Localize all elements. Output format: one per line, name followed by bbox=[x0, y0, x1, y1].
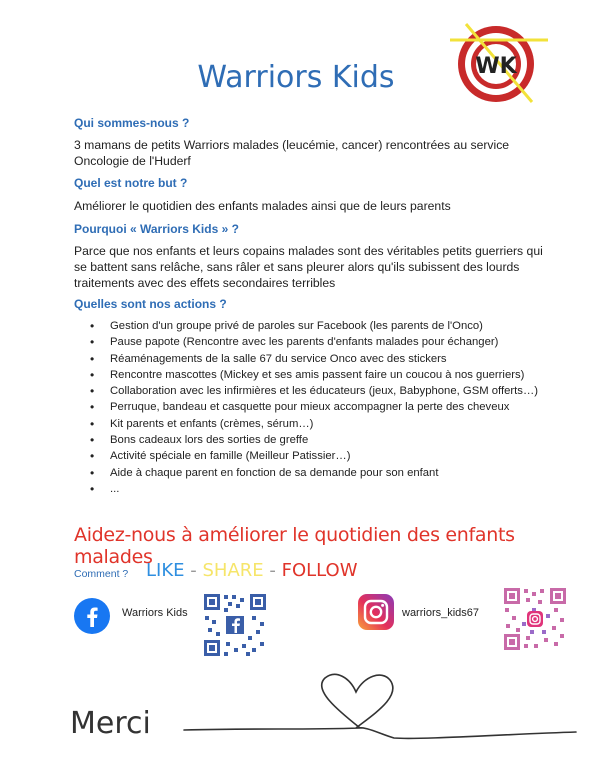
facebook-page-name: Warriors Kids bbox=[122, 607, 188, 619]
share-text: SHARE bbox=[202, 560, 264, 581]
list-item: • Réaménagements de la salle 67 du service Onco avec des stickers bbox=[74, 351, 544, 367]
section-heading-actions: Quelles sont nos actions ? bbox=[74, 297, 227, 311]
list-item: • Gestion d'un groupe privé de paroles sur Facebook (les parents de l'Onco) bbox=[74, 318, 544, 334]
comment-label: Comment ? bbox=[74, 568, 129, 580]
cta-headline: Aidez-nous à améliorer le quotidien des enfants malades bbox=[74, 524, 515, 568]
like-text: LIKE bbox=[146, 560, 185, 581]
section-heading-who: Qui sommes-nous ? bbox=[74, 116, 190, 130]
list-item: • Collaboration avec les infirmières et les éducateurs (jeux, Babyphone, GSM offerts…) bbox=[74, 383, 544, 399]
warriors-kids-logo bbox=[444, 18, 552, 110]
facebook-qr-code[interactable] bbox=[202, 592, 268, 658]
social-words bbox=[146, 560, 358, 581]
instagram-handle: warriors_kids67 bbox=[402, 607, 480, 619]
section-heading-goal: Quel est notre but ? bbox=[74, 176, 188, 190]
merci-text: Merci bbox=[70, 706, 151, 741]
list-item: • Rencontre mascottes (Mickey et ses amis passent faire un coucou à nos guerriers) bbox=[74, 367, 544, 383]
section-text-why: Parce que nos enfants et leurs copains malades sont des véritables petits guerriers qui se battent sans relâche, sans râler et sans pleurer alors qu'ils subissent des lourds traitements avec des effets secondaires terribles bbox=[74, 244, 543, 290]
separator: - bbox=[269, 560, 276, 581]
list-item: • ... bbox=[74, 481, 544, 497]
list-item: • Kit parents et enfants (crèmes, sérum…) bbox=[74, 416, 544, 432]
heart-line-decoration bbox=[180, 668, 580, 748]
instagram-qr-code[interactable] bbox=[502, 586, 568, 652]
section-text-who: 3 mamans de petits Warriors malades (leucémie, cancer) rencontrées au service Oncologie de l'Huderf bbox=[74, 138, 510, 168]
list-item: • Pause papote (Rencontre avec les parents d'enfants malades pour échanger) bbox=[74, 334, 544, 350]
list-item: • Aide à chaque parent en fonction de sa demande pour son enfant bbox=[74, 465, 544, 481]
follow-text: FOLLOW bbox=[281, 560, 358, 581]
section-text-goal: Améliorer le quotidien des enfants malades ainsi que de leurs parents bbox=[74, 199, 451, 213]
page-title: Warriors Kids bbox=[197, 60, 395, 95]
separator: - bbox=[190, 560, 197, 581]
section-heading-why: Pourquoi « Warriors Kids » ? bbox=[74, 222, 239, 236]
list-item: • Activité spéciale en famille (Meilleur Patissier…) bbox=[74, 448, 544, 464]
facebook-icon[interactable] bbox=[74, 598, 110, 634]
actions-list bbox=[74, 318, 544, 497]
list-item: • Bons cadeaux lors des sorties de greffe bbox=[74, 432, 544, 448]
logo-lettering: WK bbox=[475, 54, 517, 79]
list-item: • Perruque, bandeau et casquette pour mieux accompagner la perte des cheveux bbox=[74, 399, 544, 415]
instagram-icon[interactable] bbox=[358, 594, 394, 630]
